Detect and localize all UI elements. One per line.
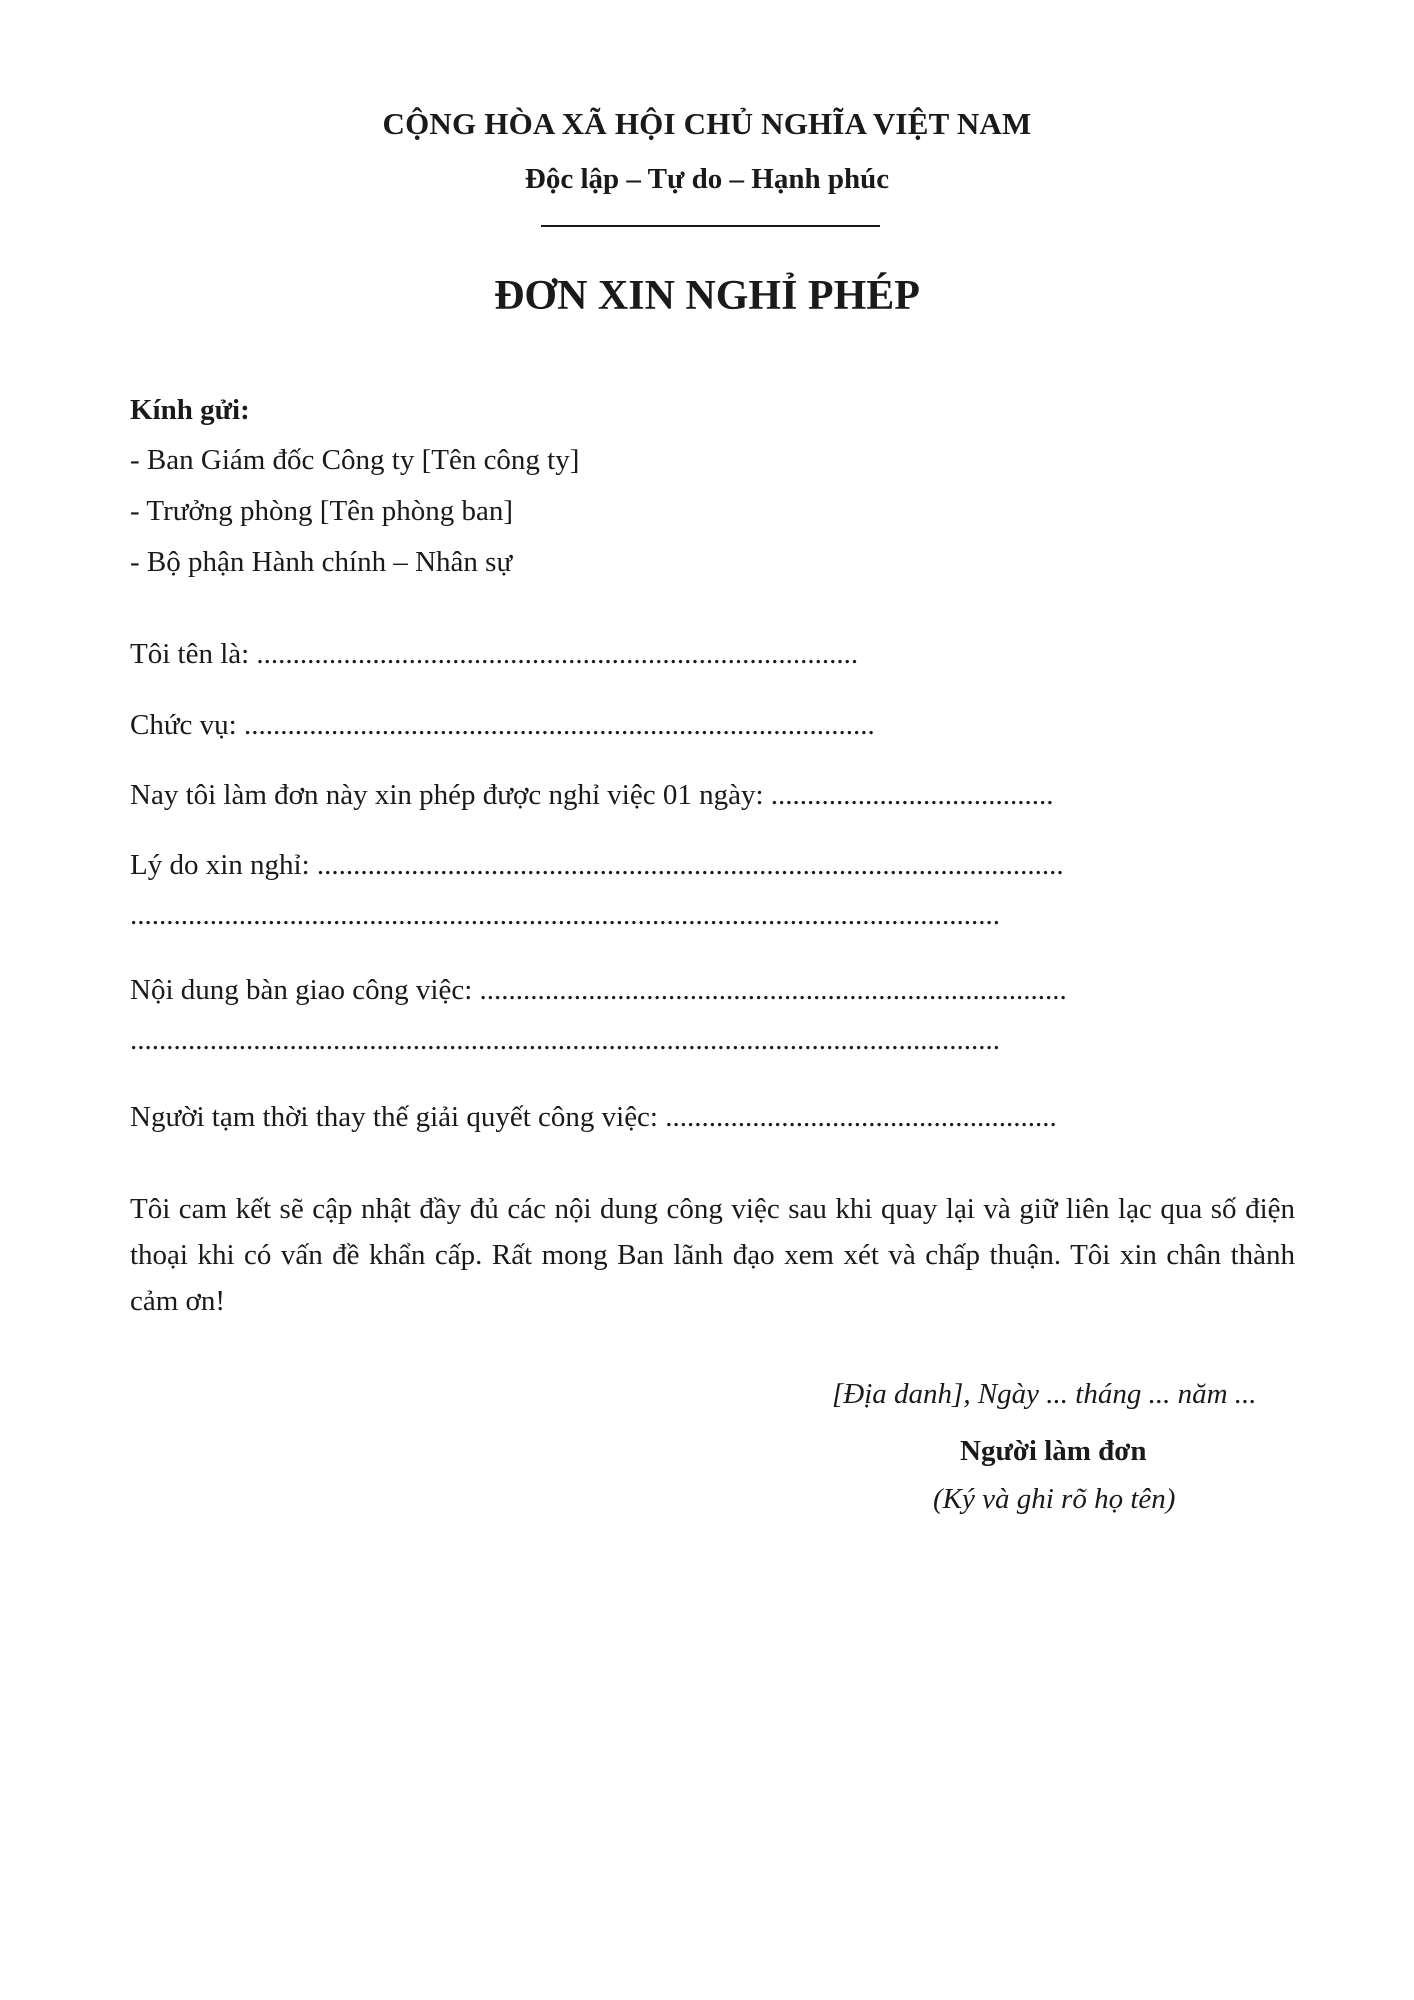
handover-continued-line: ........................................................................................................................ [130, 1024, 1000, 1056]
recipient-item: - Trưởng phòng [Tên phòng ban] [130, 495, 514, 527]
signature-note: (Ký và ghi rõ họ tên) [933, 1483, 1176, 1515]
reason-field: Lý do xin nghỉ: ....................................................................................................... [130, 849, 1064, 881]
position-field: Chức vụ: ....................................................................................... [130, 709, 875, 741]
document-title: ĐƠN XIN NGHỈ PHÉP [494, 273, 920, 319]
national-motto-heading: CỘNG HÒA XÃ HỘI CHỦ NGHĨA VIỆT NAM [382, 106, 1032, 141]
reason-continued-line: ........................................................................................................................ [130, 899, 1000, 931]
commitment-paragraph: Tôi cam kết sẽ cập nhật đầy đủ các nội dung công việc sau khi quay lại và giữ liên lạc qua số điện thoại khi có vấn đề khẩn cấp. Rất mong Ban lãnh đạo xem xét và chấp thuận. Tôi xin chân thành cảm ơn! [130, 1193, 1295, 1317]
recipients-label: Kính gửi: [130, 394, 250, 426]
recipient-item: - Ban Giám đốc Công ty [Tên công ty] [130, 444, 580, 476]
name-field: Tôi tên là: ................................................................................... [130, 638, 859, 670]
motto-underline [541, 225, 880, 227]
substitute-field: Người tạm thời thay thế giải quyết công việc: ...................................................... [130, 1101, 1057, 1133]
handover-field: Nội dung bàn giao công việc: ................................................................................. [130, 974, 1067, 1006]
place-date-line: [Địa danh], Ngày ... tháng ... năm ... [832, 1378, 1257, 1410]
recipient-item: - Bộ phận Hành chính – Nhân sự [130, 546, 513, 578]
leave-days-field: Nay tôi làm đơn này xin phép được nghỉ việc 01 ngày: ....................................... [130, 779, 1054, 811]
applicant-label: Người làm đơn [960, 1435, 1147, 1467]
national-motto-subheading: Độc lập – Tự do – Hạnh phúc [524, 163, 890, 195]
